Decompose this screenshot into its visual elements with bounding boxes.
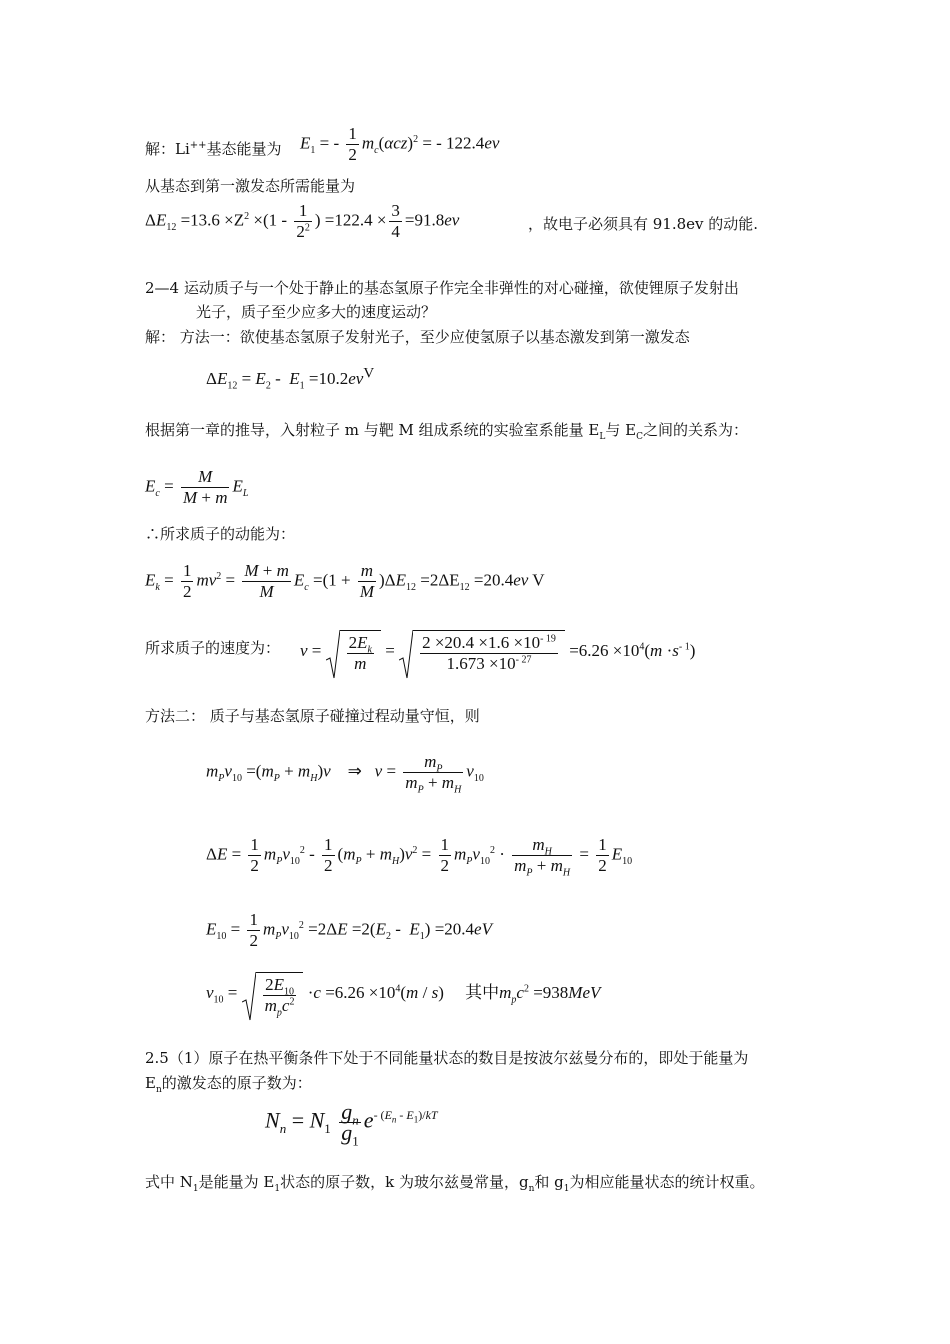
p25-sub-n: n bbox=[155, 1085, 162, 1095]
p25-c5: 为相应能量状态的统计权重。 bbox=[569, 1173, 765, 1191]
de12-value: =10.2 bbox=[308, 369, 349, 388]
excitation-energy-heading: 从基态到第一激发态所需能量为 bbox=[145, 177, 356, 195]
de12-part-a: =13.6 ×Z bbox=[180, 210, 245, 230]
derivation-mid: 与 E bbox=[605, 421, 637, 439]
equation-energy-loss: ΔE = $\frac{1}{2}$ $m_Pv_{10}^2$ - $\frac{1}{2}$ $(m_P + m_H)v^2$ = $\frac{1}{2}$ $m_Pv_{10}^2$ · $\frac{m_H}{m_P + m_H}$ = $\frac{1}{2}$ $E_{10}$ bbox=[206, 835, 633, 879]
sqrt-2ek-over-m: $\frac{2E_k}{m}$ bbox=[326, 630, 381, 674]
derivation-end: 之间的关系为： bbox=[642, 421, 748, 439]
p25-c4: 和 g bbox=[534, 1173, 564, 1191]
problem-2-4-title-cont: 光子，质子至少应多大的速度运动？ bbox=[196, 303, 437, 321]
v10-value: =6.26 ×10 bbox=[325, 982, 396, 1002]
equation-momentum: $m_Pv_{10} =(m_P + m_H)v$ ⇒ v = $\frac{m_P}{m_P + m_H}$ $v_{10}$ bbox=[206, 752, 484, 796]
equation-ek: $E_k$ = $\frac{1}{2}$ $mv^2$ = $\frac{M + m}{M}$ $E_c =(1$ + $\frac{m}{M}$ )$\Delta E_{12} =2\Delta E_{12} =20.4ev$ V bbox=[145, 561, 545, 601]
equation-ec: $E_c$ = $\frac{M}{M + m}$ $E_L$ bbox=[145, 467, 249, 507]
equation-v10: $v_{10}$ = $\frac{2E_{10}}{m_pc^2}$ $\cdot c =6.26 \times 10^4(m / s)$ 其中$m_pc^2 =938MeV$ bbox=[206, 972, 600, 1016]
method-two-heading: 方法二： 质子与基态氢原子碰撞过程动量守恒，则 bbox=[145, 707, 480, 725]
equation-delta-e12: $\Delta E_{12} =13.6 \times Z^2 \times(1$ - $\frac{1}{2^2}$ ) =122.4 × $\frac{3}{4}$ =91.8ev bbox=[145, 201, 460, 241]
therefore-kinetic-energy: ∴所求质子的动能为： bbox=[145, 525, 296, 543]
speed-result: =6.26 ×10 bbox=[569, 640, 640, 660]
sqrt-v10: $\frac{2E_{10}}{m_pc^2}$ bbox=[242, 972, 304, 1016]
sub-c: C bbox=[636, 432, 643, 442]
sup-charge: ++ bbox=[189, 140, 207, 151]
text-li: 解：Li bbox=[145, 140, 190, 158]
v10-note-value: =938 bbox=[533, 982, 569, 1002]
p25-rest: 的激发态的原子数为： bbox=[161, 1074, 312, 1092]
equation-boltzmann: $N_n = N_1$ $\frac{g_n}{g_1}$ $e^{- (E_n - E_1)/kT}$ bbox=[265, 1099, 438, 1149]
text-ground-energy: 基态能量为 bbox=[206, 140, 282, 158]
problem-2-4-solution-method1: 解： 方法一：欲使基态氢原子发射光子，至少应使氢原子以基态激发到第一激发态 bbox=[145, 328, 690, 346]
li-ground-energy-line bbox=[145, 139, 282, 159]
ek-value: =20.4 bbox=[473, 570, 514, 590]
equation-e10: $E_{10}$ = $\frac{1}{2}$ $m_Pv_{10}^2 =2\Delta E =2(E_2 - E_1) =20.4eV$ bbox=[206, 910, 492, 950]
li-energy-result: = - 122.4 bbox=[422, 133, 485, 153]
problem-2-5-explanation: 式中 $N_1$是能量为 $E_1$状态的原子数，k 为玻尔兹曼常量，$g_n$和 $g_1$为相应能量状态的统计权重。 bbox=[145, 1173, 765, 1194]
derivation-paragraph bbox=[145, 420, 748, 440]
v10-note: 其中 bbox=[465, 982, 500, 1002]
problem-2-4-title: 2—4 运动质子与一个处于静止的基态氢原子作完全非弹性的对心碰撞，欲使锂原子发射出 bbox=[145, 279, 739, 297]
p25-c2: 是能量为 E bbox=[198, 1173, 275, 1191]
electron-kinetic-energy-note: ，故电子必须具有 91.8ev 的动能. bbox=[528, 215, 759, 233]
p25-c3: 状态的原子数，k 为玻尔兹曼常量，g bbox=[280, 1173, 529, 1191]
de12-part-b: =122.4 × bbox=[324, 210, 387, 230]
ek-unit: V bbox=[532, 570, 545, 590]
unit-ev: ev bbox=[484, 133, 500, 153]
problem-2-5-text: 2.5（1）原子在热平衡条件下处于不同能量状态的数目是按波尔兹曼分布的，即处于能量为 bbox=[145, 1049, 749, 1067]
sub-l: L bbox=[599, 432, 606, 442]
problem-2-5-text-cont bbox=[145, 1073, 312, 1093]
p25-e: E bbox=[145, 1074, 156, 1092]
de12-unit: V bbox=[363, 365, 375, 382]
equation-speed: v = $\frac{2E_k}{m}$ = $\frac{2 \times 20.4 \times 1.6 \times 10^{- 19}}{1.673 \times 10^{- 27}}$ $=6.26 \times 10^4(m \cdot s^{- 1})$ bbox=[300, 630, 695, 674]
de12-part-c: =91.8 bbox=[404, 210, 445, 230]
derivation-text: 根据第一章的推导，入射粒子 m 与靶 M 组成系统的实验室系能量 E bbox=[145, 421, 600, 439]
p25-c1: 式中 N bbox=[145, 1173, 193, 1191]
sqrt-numeric: $\frac{2 \times 20.4 \times 1.6 \times 10^{- 19}}{1.673 \times 10^{- 27}}$ bbox=[399, 630, 565, 674]
equation-li-energy: $E_1$ = - $\frac{1}{2}$ $m_c(\alpha cz)^2$ = - 122.4ev bbox=[300, 124, 500, 164]
speed-label: 所求质子的速度为： bbox=[145, 639, 281, 657]
ek-tail: =2ΔE bbox=[420, 570, 460, 590]
equation-de12-hydrogen: $\Delta E_{12} = E_2 - E_1 =10.2ev^V$ bbox=[206, 365, 375, 392]
